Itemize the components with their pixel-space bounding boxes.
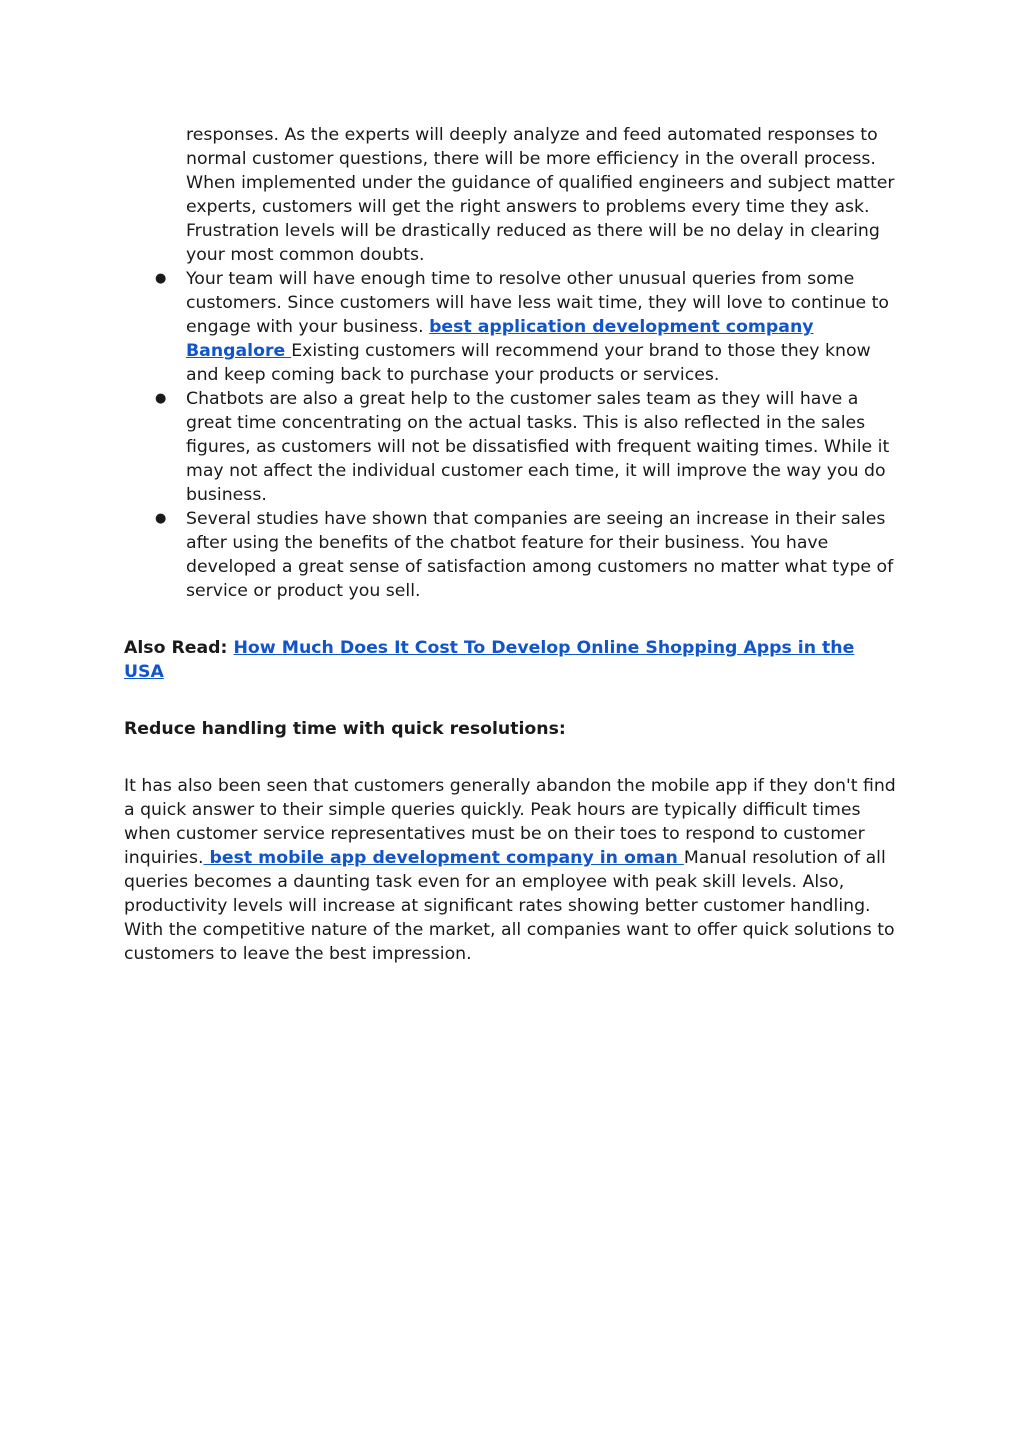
body-paragraph: [124, 774, 899, 966]
bullet-text-after-link: Existing customers will recommend your brand to those they know and keep coming back to purchase your products or services.: [186, 341, 871, 385]
bullet-icon: ●: [155, 391, 167, 406]
best-application-development-company-link[interactable]: best application development company Bangalore: [186, 317, 814, 361]
bullet-text: Your team will have enough time to resolve other unusual queries from some customers. Since customers will have less wait time, they will love to continue to engage with your business.: [186, 269, 889, 337]
bullet-list: [124, 267, 899, 603]
section-heading: Reduce handling time with quick resolutions:: [124, 719, 566, 739]
bullet-icon: ●: [155, 511, 167, 526]
also-read-line: [124, 636, 899, 684]
also-read-label: Also Read:: [124, 638, 234, 658]
also-read-link[interactable]: How Much Does It Cost To Develop Online Shopping Apps in the USA: [124, 638, 855, 682]
body-text-after-link: Manual resolution of all queries becomes a daunting task even for an employee with peak skill levels. Also, productivity levels will increase at significant rates showing better customer handling. With the competitive nature of the market, all companies want to offer quick solutions to customers to leave the best impression.: [124, 848, 895, 964]
list-item: [124, 387, 899, 507]
document-content: [124, 123, 899, 966]
bullet-text: Several studies have shown that companies are seeing an increase in their sales after using the benefits of the chatbot feature for their business. You have developed a great sense of satisfaction among customers no matter what type of service or product you sell.: [186, 509, 894, 601]
body-text-before-link: It has also been seen that customers generally abandon the mobile app if they don't find a quick answer to their simple queries quickly. Peak hours are typically difficult times when customer service representatives must be on their toes to respond to customer inquiries.: [124, 776, 896, 868]
list-item: [124, 267, 899, 387]
bullet-icon: ●: [155, 271, 167, 286]
best-mobile-app-development-company-link[interactable]: best mobile app development company in oman: [203, 848, 684, 868]
intro-continuation-paragraph: responses. As the experts will deeply analyze and feed automated responses to normal customer questions, there will be more efficiency in the overall process. When implemented under the guidance of qualified engineers and subject matter experts, customers will get the right answers to problems every time they ask. Frustration levels will be drastically reduced as there will be no delay in clearing your most common doubts.: [186, 125, 895, 265]
list-item: [124, 507, 899, 603]
bullet-text: Chatbots are also a great help to the customer sales team as they will have a great time concentrating on the actual tasks. This is also reflected in the sales figures, as customers will not be dissatisfied with frequent waiting times. While it may not affect the individual customer each time, it will improve the way you do business.: [186, 389, 890, 505]
